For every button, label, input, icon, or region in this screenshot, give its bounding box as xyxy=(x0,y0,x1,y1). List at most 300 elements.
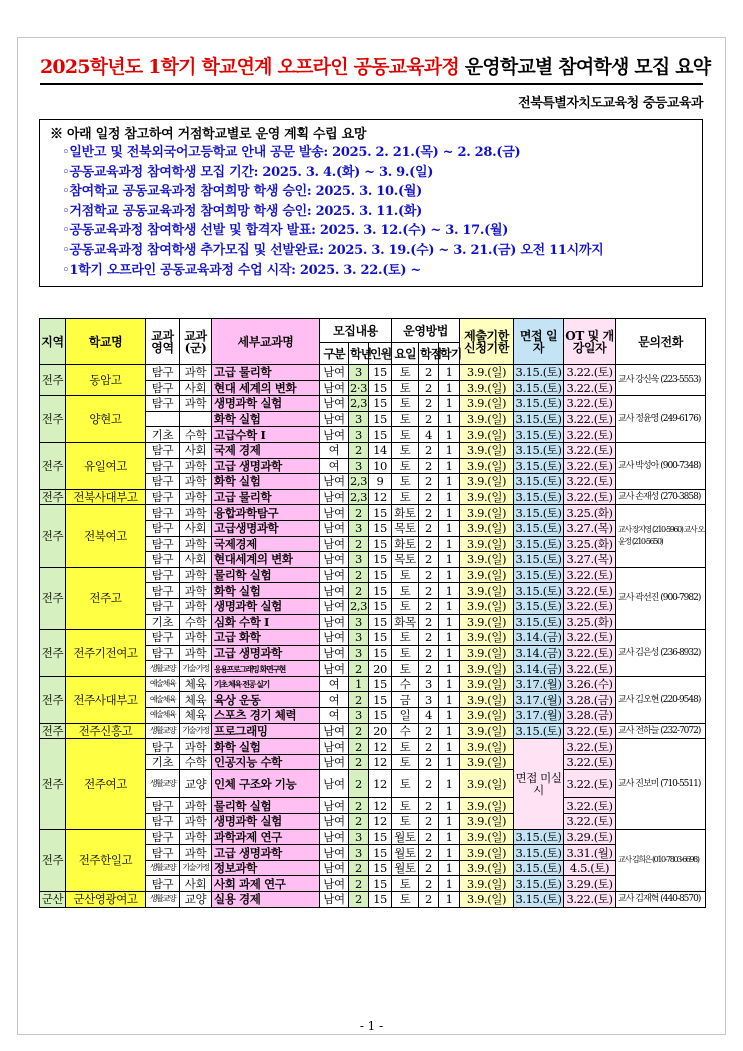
area-cell xyxy=(146,411,180,427)
ot-cell: 3.22.(토) xyxy=(564,754,616,770)
count-cell: 15 xyxy=(369,676,392,692)
course-name: 심화 수학 I xyxy=(212,614,320,630)
area-cell: 탐구 xyxy=(146,739,180,755)
grade-cell: 2 xyxy=(349,770,369,798)
deadline-cell: 3.9.(일) xyxy=(460,552,514,568)
credit-cell: 2 xyxy=(419,567,439,583)
term-cell: 1 xyxy=(439,520,460,536)
credit-cell: 2 xyxy=(419,798,439,814)
credit-cell: 4 xyxy=(419,427,439,443)
grade-cell: 3 xyxy=(349,411,369,427)
grade-cell: 2 xyxy=(349,536,369,552)
grade-cell: 3 xyxy=(349,845,369,861)
grade-cell: 2,3 xyxy=(350,396,368,411)
gubun-cell: 여 xyxy=(320,708,349,724)
course-name: 국제 경제 xyxy=(212,442,320,458)
day-cell: 토 xyxy=(392,814,419,830)
notice-item: ◦공동교육과정 참여학생 선발 및 합격자 발표: 2025. 3. 12.(수) ~ 3. 17.(월) xyxy=(62,223,509,239)
grade-cell: 1 xyxy=(349,676,369,692)
deadline-cell: 3.9.(일) xyxy=(460,505,514,521)
term-cell: 1 xyxy=(439,427,460,443)
area-cell: 탐구 xyxy=(146,645,180,661)
area-cell: 탐구 xyxy=(146,505,180,521)
credit-cell: 2 xyxy=(419,661,439,677)
contact-cell: 교사 강신욱 (223-5553) xyxy=(616,365,706,396)
area-cell: 탐구 xyxy=(146,474,180,490)
course-name: 육상 운동 xyxy=(212,692,320,708)
region-cell: 전주 xyxy=(40,505,66,567)
group-cell: 과학 xyxy=(180,474,212,490)
ot-cell: 3.25.(화) xyxy=(564,536,616,552)
notice-box xyxy=(39,119,703,287)
course-name: 인공지능 수학 xyxy=(212,754,320,770)
deadline-cell: 3.9.(일) xyxy=(460,661,514,677)
region-cell: 전주 xyxy=(40,630,66,677)
interview-cell: 3.15.(토) xyxy=(515,505,562,520)
group-cell: 과학 xyxy=(180,458,212,474)
ot-cell: 3.22.(토) xyxy=(564,489,616,505)
ot-cell: 3.29.(토) xyxy=(564,829,616,845)
day-cell: 토 xyxy=(392,770,419,798)
gubun-cell: 남여 xyxy=(320,892,349,908)
course-name: 프로그래밍 xyxy=(212,723,320,739)
school-name: 전주신흥고 xyxy=(66,723,146,739)
count-cell: 12 xyxy=(369,739,392,755)
group-cell: 과학 xyxy=(180,489,212,505)
count-cell: 15 xyxy=(369,598,392,614)
credit-cell: 2 xyxy=(419,396,439,412)
deadline-cell: 3.9.(일) xyxy=(460,427,514,443)
group-cell: 수학 xyxy=(180,614,212,630)
deadline-cell: 3.9.(일) xyxy=(460,860,514,876)
deadline-cell: 3.9.(일) xyxy=(460,845,514,861)
credit-cell: 2 xyxy=(419,458,439,474)
gubun-cell: 남여 xyxy=(320,723,349,739)
deadline-cell: 3.9.(일) xyxy=(460,411,514,427)
area-cell: 탐구 xyxy=(146,583,180,599)
credit-cell: 2 xyxy=(419,520,439,536)
ot-cell: 3.22.(토) xyxy=(564,598,616,614)
interview-cell: 3.15.(토) xyxy=(515,568,562,583)
term-cell: 1 xyxy=(439,661,460,677)
ot-cell: 3.22.(토) xyxy=(564,645,616,661)
term-cell: 1 xyxy=(439,630,460,646)
school-name: 전북사대부고 xyxy=(66,489,146,505)
table-row xyxy=(40,829,706,845)
gubun-cell: 여 xyxy=(320,676,349,692)
area-cell: 탐구 xyxy=(146,520,180,536)
day-cell: 토 xyxy=(392,739,419,755)
credit-cell: 2 xyxy=(419,411,439,427)
day-cell: 토 xyxy=(392,645,419,661)
term-cell: 1 xyxy=(439,723,460,739)
ot-cell: 3.22.(토) xyxy=(564,723,616,739)
table-body xyxy=(40,365,706,908)
term-cell: 1 xyxy=(439,829,460,845)
ot-cell: 3.22.(토) xyxy=(564,770,616,798)
ot-cell: 3.22.(토) xyxy=(564,814,616,830)
notice-item: ◦거점학교 공동교육과정 참여희망 학생 승인: 2025. 3. 11.(화) xyxy=(62,203,422,219)
term-cell: 1 xyxy=(439,442,460,458)
gubun-cell: 남여 xyxy=(320,489,349,505)
credit-cell: 2 xyxy=(419,536,439,552)
course-name: 고급 물리학 xyxy=(212,489,320,505)
gubun-cell: 여 xyxy=(320,692,349,708)
group-cell: 기술·가정 xyxy=(180,723,212,739)
group-cell: 사회 xyxy=(180,876,212,892)
deadline-cell: 3.9.(일) xyxy=(460,739,514,755)
notice-heading: ※ 아래 일정 참고하여 거점학교별로 운영 계획 수립 요망 xyxy=(50,127,367,142)
group-cell: 수학 xyxy=(180,754,212,770)
ot-cell: 3.22.(토) xyxy=(564,583,616,599)
school-name: 전주고 xyxy=(66,567,146,629)
day-cell: 토 xyxy=(392,458,419,474)
ot-cell: 3.25.(화) xyxy=(564,505,616,521)
contact-cell: 교사 김오현 (220-9548) xyxy=(616,676,706,723)
ot-cell: 3.25.(화) xyxy=(564,614,616,630)
group-cell: 체육 xyxy=(180,676,212,692)
day-cell: 토 xyxy=(392,754,419,770)
course-name: 정보과학 xyxy=(212,860,320,876)
header-term: 학기 xyxy=(439,343,460,365)
grade-cell: 2 xyxy=(349,567,369,583)
gubun-cell: 남여 xyxy=(320,396,349,412)
course-name: 사회 과제 연구 xyxy=(212,876,320,892)
grade-cell: 2,3 xyxy=(350,474,368,489)
ot-cell: 3.26.(수) xyxy=(564,676,616,692)
deadline-cell: 3.9.(일) xyxy=(460,798,514,814)
contact-cell: 교사 박성아 (900-7348) xyxy=(616,442,706,489)
day-cell: 토 xyxy=(392,380,419,396)
group-cell: 체육 xyxy=(180,692,212,708)
day-cell: 토 xyxy=(392,567,419,583)
deadline-cell: 3.9.(일) xyxy=(460,770,514,798)
area-cell: 탐구 xyxy=(146,489,180,505)
interview-cell: 3.15.(토) xyxy=(515,536,562,551)
school-name: 전주사대부고 xyxy=(66,676,146,723)
deadline-cell: 3.9.(일) xyxy=(460,876,514,892)
course-name: 생명과학 실험 xyxy=(212,814,320,830)
course-name: 기초 체육 전공 실기 xyxy=(212,676,320,692)
gubun-cell: 남여 xyxy=(320,829,349,845)
header-gubun: 구분 xyxy=(320,343,349,365)
count-cell: 12 xyxy=(369,489,392,505)
day-cell: 토 xyxy=(392,892,419,908)
interview-cell: 3.15.(토) xyxy=(515,365,562,380)
credit-cell: 2 xyxy=(419,723,439,739)
term-cell: 1 xyxy=(439,536,460,552)
group-cell: 수학 xyxy=(180,427,212,443)
count-cell: 12 xyxy=(369,814,392,830)
ot-cell: 3.22.(토) xyxy=(564,396,616,412)
day-cell: 화목 xyxy=(392,614,419,630)
course-name: 생명과학 실험 xyxy=(212,396,320,412)
group-cell: 과학 xyxy=(180,598,212,614)
notice-item: ◦1학기 오프라인 공동교육과정 수업 시작: 2025. 3. 22.(토) ~ xyxy=(62,262,421,278)
school-name: 유일여고 xyxy=(66,442,146,489)
deadline-cell: 3.9.(일) xyxy=(460,458,514,474)
count-cell: 15 xyxy=(369,614,392,630)
group-cell: 사회 xyxy=(180,520,212,536)
table-row xyxy=(40,723,706,739)
gubun-cell: 남여 xyxy=(320,411,349,427)
area-cell: 탐구 xyxy=(146,365,180,381)
count-cell: 15 xyxy=(369,583,392,599)
gubun-cell: 여 xyxy=(320,458,349,474)
department: 전북특별자치도교육청 중등교육과 xyxy=(518,96,703,111)
grade-cell: 3 xyxy=(349,520,369,536)
header-course: 세부교과명 xyxy=(212,319,320,365)
group-cell: 기술·가정 xyxy=(180,860,212,876)
deadline-cell: 3.9.(일) xyxy=(460,520,514,536)
day-cell: 월토 xyxy=(392,845,419,861)
term-cell: 1 xyxy=(439,645,460,661)
school-name: 전주여고 xyxy=(66,739,146,829)
contact-cell: 교사 곽선진 (900-7982) xyxy=(616,567,706,629)
table-row xyxy=(40,630,706,646)
day-cell: 토 xyxy=(392,411,419,427)
deadline-cell: 3.9.(일) xyxy=(460,380,514,396)
gubun-cell: 남여 xyxy=(320,876,349,892)
day-cell: 토 xyxy=(392,876,419,892)
count-cell: 15 xyxy=(369,427,392,443)
contact-cell: 교사 정윤영 (249-6176) xyxy=(616,396,706,443)
term-cell: 1 xyxy=(439,567,460,583)
term-cell: 1 xyxy=(439,708,460,724)
interview-cell: 3.15.(토) xyxy=(515,427,562,442)
ot-cell: 3.29.(토) xyxy=(564,876,616,892)
table-row xyxy=(40,892,706,908)
term-cell: 1 xyxy=(439,845,460,861)
term-cell: 1 xyxy=(439,754,460,770)
gubun-cell: 남여 xyxy=(320,845,349,861)
credit-cell: 3 xyxy=(419,692,439,708)
day-cell: 토 xyxy=(392,598,419,614)
table-row xyxy=(40,365,706,381)
credit-cell: 2 xyxy=(419,630,439,646)
grade-cell: 3 xyxy=(349,829,369,845)
credit-cell: 2 xyxy=(419,876,439,892)
title-black: 운영학교별 참여학생 모집 요약 xyxy=(458,56,711,78)
group-cell: 과학 xyxy=(180,365,212,381)
day-cell: 화토 xyxy=(392,505,419,521)
term-cell: 1 xyxy=(439,814,460,830)
count-cell: 15 xyxy=(369,536,392,552)
deadline-cell: 3.9.(일) xyxy=(460,614,514,630)
contact-cell: 교사 김은성 (236-8932) xyxy=(616,630,706,677)
grade-cell: 2 xyxy=(349,876,369,892)
course-name: 화학 실험 xyxy=(212,583,320,599)
group-cell: 사회 xyxy=(180,380,212,396)
credit-cell: 4 xyxy=(419,708,439,724)
credit-cell: 2 xyxy=(419,380,439,396)
area-cell: 탐구 xyxy=(146,814,180,830)
day-cell: 토 xyxy=(392,442,419,458)
course-name: 실용 경제 xyxy=(212,892,320,908)
interview-cell: 3.15.(토) xyxy=(515,845,562,860)
credit-cell: 2 xyxy=(419,552,439,568)
area-cell: 탐구 xyxy=(146,552,180,568)
page-title xyxy=(40,52,711,85)
count-cell: 9 xyxy=(369,474,392,490)
day-cell: 토 xyxy=(392,630,419,646)
ot-cell: 3.22.(토) xyxy=(564,458,616,474)
interview-cell: 3.15.(토) xyxy=(515,490,562,505)
header-count: 인원 xyxy=(369,343,392,365)
course-name: 화학 실험 xyxy=(212,474,320,490)
count-cell: 15 xyxy=(369,892,392,908)
grade-cell: 3 xyxy=(349,645,369,661)
deadline-cell: 3.9.(일) xyxy=(460,723,514,739)
credit-cell: 2 xyxy=(419,505,439,521)
count-cell: 15 xyxy=(369,505,392,521)
gubun-cell: 남여 xyxy=(320,770,349,798)
interview-cell: 3.15.(토) xyxy=(515,599,562,614)
deadline-cell: 3.9.(일) xyxy=(460,708,514,724)
area-cell: 탐구 xyxy=(146,876,180,892)
count-cell: 15 xyxy=(369,876,392,892)
grade-cell: 2 xyxy=(349,754,369,770)
course-name: 국제경제 xyxy=(212,536,320,552)
term-cell: 1 xyxy=(439,614,460,630)
interview-cell: 3.14.(금) xyxy=(515,630,562,645)
course-name: 물리학 실험 xyxy=(212,567,320,583)
school-name: 군산영광여고 xyxy=(66,892,146,908)
day-cell: 토 xyxy=(392,798,419,814)
course-name: 과학과제 연구 xyxy=(212,829,320,845)
group-cell: 사회 xyxy=(180,552,212,568)
notice-item: ◦참여학교 공동교육과정 참여희망 학생 승인: 2025. 3. 10.(월) xyxy=(62,184,422,200)
course-name: 고급 화학 xyxy=(212,630,320,646)
table-row xyxy=(40,739,706,755)
course-name: 생명과학 실험 xyxy=(212,598,320,614)
ot-cell: 3.27.(목) xyxy=(564,520,616,536)
day-cell: 화토 xyxy=(392,536,419,552)
gubun-cell: 남여 xyxy=(320,583,349,599)
header-group: 교과(군) xyxy=(180,319,212,365)
count-cell: 14 xyxy=(369,442,392,458)
gubun-cell: 남여 xyxy=(320,365,349,381)
count-cell: 20 xyxy=(369,723,392,739)
deadline-cell: 3.9.(일) xyxy=(460,598,514,614)
area-cell: 탐구 xyxy=(146,458,180,474)
term-cell: 1 xyxy=(439,489,460,505)
credit-cell: 2 xyxy=(419,365,439,381)
page-number: - 1 - xyxy=(359,1019,384,1033)
group-cell: 과학 xyxy=(180,396,212,412)
gubun-cell: 남여 xyxy=(320,474,349,490)
day-cell: 월토 xyxy=(392,829,419,845)
ot-cell: 3.22.(토) xyxy=(564,892,616,908)
count-cell: 15 xyxy=(369,552,392,568)
group-cell: 교양 xyxy=(180,892,212,908)
deadline-cell: 3.9.(일) xyxy=(460,829,514,845)
school-name: 전주기전여고 xyxy=(66,630,146,677)
interview-cell: 3.17.(월) xyxy=(515,708,562,723)
area-cell: 탐구 xyxy=(146,798,180,814)
interview-cell: 3.14.(금) xyxy=(515,661,562,676)
grade-cell: 2 xyxy=(349,723,369,739)
count-cell: 15 xyxy=(369,520,392,536)
region-cell: 전주 xyxy=(40,442,66,489)
interview-cell: 3.15.(토) xyxy=(515,552,562,567)
gubun-cell: 남여 xyxy=(320,739,349,755)
interview-cell: 3.17.(월) xyxy=(515,677,562,692)
region-cell: 전주 xyxy=(40,829,66,891)
recruitment-table xyxy=(39,318,706,908)
credit-cell: 2 xyxy=(419,829,439,845)
group-cell: 과학 xyxy=(180,739,212,755)
count-cell: 15 xyxy=(369,380,392,396)
grade-cell: 3 xyxy=(349,708,369,724)
credit-cell: 2 xyxy=(419,739,439,755)
group-cell: 과학 xyxy=(180,798,212,814)
course-name: 고급 생명과학 xyxy=(212,845,320,861)
grade-cell: 3 xyxy=(349,552,369,568)
ot-cell: 3.22.(토) xyxy=(564,567,616,583)
deadline-cell: 3.9.(일) xyxy=(460,692,514,708)
region-cell: 군산 xyxy=(40,892,66,908)
header-region: 지역 xyxy=(40,319,66,365)
area-cell: 탐구 xyxy=(146,829,180,845)
grade-cell: 2 xyxy=(349,583,369,599)
day-cell: 일 xyxy=(392,708,419,724)
area-cell: 탐구 xyxy=(146,396,180,412)
count-cell: 12 xyxy=(369,754,392,770)
group-cell: 기술·가정 xyxy=(180,661,212,677)
grade-cell: 2 xyxy=(349,798,369,814)
day-cell: 토 xyxy=(392,583,419,599)
notice-item: ◦공동교육과정 참여학생 모집 기간: 2025. 3. 4.(화) ~ 3. 9.(일) xyxy=(62,164,434,180)
group-cell: 과학 xyxy=(180,845,212,861)
count-cell: 15 xyxy=(369,829,392,845)
area-cell: 생활교양 xyxy=(146,661,180,677)
interview-cell: 3.17.(월) xyxy=(515,692,562,707)
deadline-cell: 3.9.(일) xyxy=(460,583,514,599)
ot-cell: 3.27.(목) xyxy=(564,552,616,568)
day-cell: 목토 xyxy=(392,520,419,536)
deadline-cell: 3.9.(일) xyxy=(460,676,514,692)
grade-cell: 2 xyxy=(349,892,369,908)
grade-cell: 3 xyxy=(349,365,369,381)
interview-cell: 3.15.(토) xyxy=(515,521,562,536)
ot-cell: 3.31.(월) xyxy=(564,845,616,861)
deadline-cell: 3.9.(일) xyxy=(460,567,514,583)
grade-cell: 2,3 xyxy=(350,490,368,505)
ot-cell: 3.28.(금) xyxy=(564,708,616,724)
day-cell: 금 xyxy=(392,692,419,708)
grade-cell: 2 xyxy=(349,814,369,830)
group-cell xyxy=(180,411,212,427)
day-cell: 토 xyxy=(392,365,419,381)
region-cell: 전주 xyxy=(40,723,66,739)
gubun-cell: 남여 xyxy=(320,505,349,521)
term-cell: 1 xyxy=(439,876,460,892)
header-school: 학교명 xyxy=(66,319,146,365)
header-grade: 학년 xyxy=(349,343,369,365)
count-cell: 12 xyxy=(369,770,392,798)
area-cell: 생활교양 xyxy=(146,723,180,739)
table-row xyxy=(40,442,706,458)
course-name: 현대 세계의 변화 xyxy=(212,380,320,396)
header-interview: 면접 일자 xyxy=(514,319,564,365)
count-cell: 15 xyxy=(369,567,392,583)
area-cell: 탐구 xyxy=(146,380,180,396)
course-name: 화학 실험 xyxy=(212,739,320,755)
grade-cell: 3 xyxy=(349,614,369,630)
credit-cell: 2 xyxy=(419,860,439,876)
header-method: 운영방법 xyxy=(392,319,460,343)
